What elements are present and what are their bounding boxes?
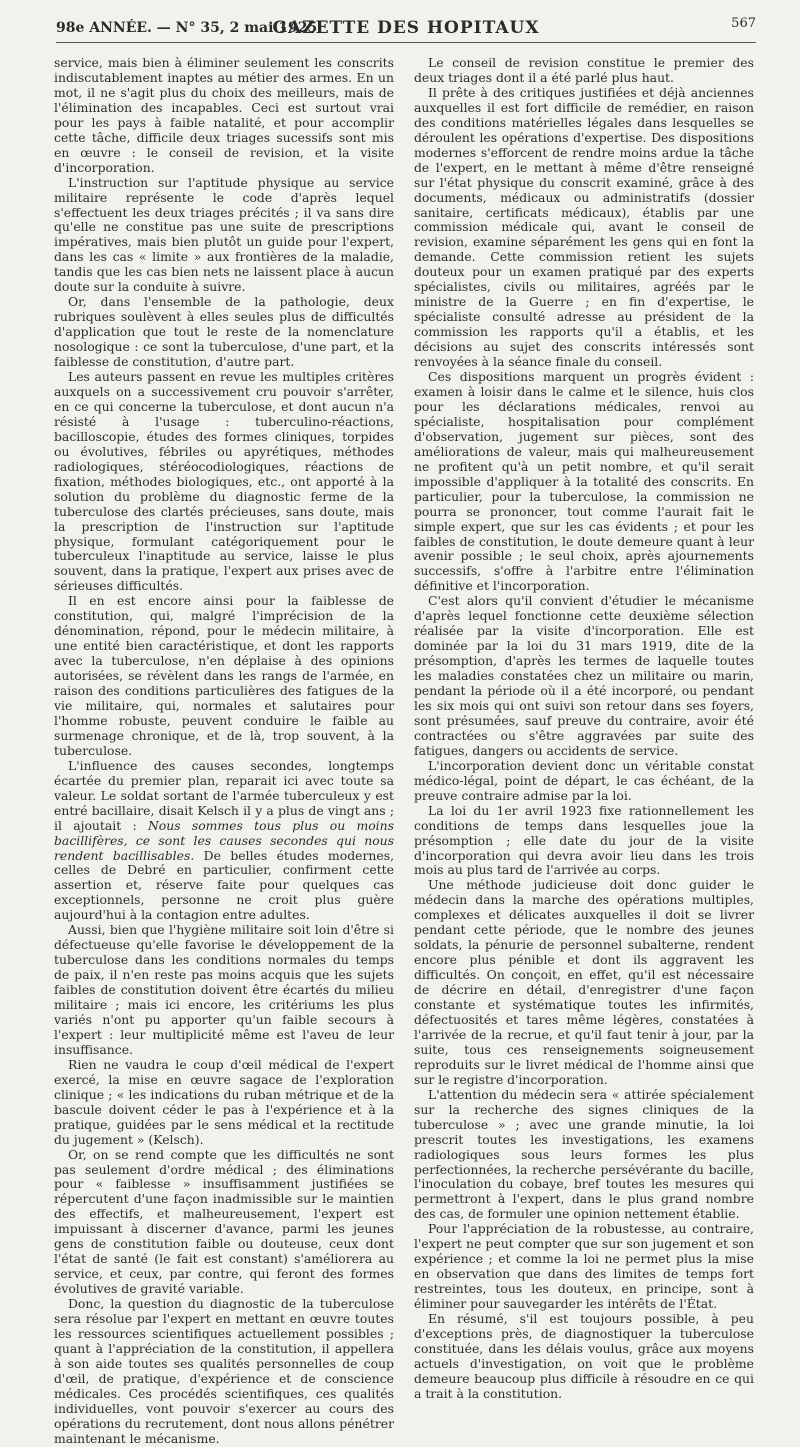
paragraph: L'attention du médecin sera « attirée spécialement sur la recherche des signes cliniques de la tuberculose » ; avec une grande minutie, la loi prescrit toutes les investigations, les examens radiologiques sous leurs formes les plus perfectionnées, la recherche persévérante du bacille, l'inoculation du cobaye, bref toutes les mesures qui permettront à l'expert, dans le plus grand nombre des cas, de formuler une opinion nettement établie. <box>414 1086 754 1222</box>
paragraph: Ces dispositions marquent un progrès évident : examen à loisir dans le calme et le silence, huis clos pour les déclarations médicales, renvoi au spécialiste, hospitalisation pour complément d'observation, jugement sur pièces, sont des améliorations de valeur, mais qui malheureusement ne profitent qu'à un petit nombre, et qu'il serait impossible d'appliquer à la totalité des conscrits. En particulier, pour la tuberculose, la commission ne pourra se prononcer, tout comme l'aurait fait le simple expert, que sur les cas évidents ; et pour les faibles de constitution, le doute demeure quant à leur avenir possible ; le seul choix, après ajournements successifs, s'offre à l'arbitre entre l'élimination définitive et l'incorporation. <box>414 369 754 594</box>
paragraph: Pour l'appréciation de la robustesse, au contraire, l'expert ne peut compter que sur son jugement et son expérience ; et comme la loi ne permet plus la mise en observation que dans des limites de temps fort restreintes, tous les douteux, en principe, sont à éliminer pour sauvegarder les intérêts de l'État. <box>414 1221 754 1312</box>
paragraph: Donc, la question du diagnostic de la tuberculose sera résolue par l'expert en mettant en œuvre toutes les ressources scientifiques actuellement possibles ; quant à l'appréciation de la constitution, il appellera à son aide toutes ses qualités personnelles de coup d'œil, de pratique, d'expérience et de conscience médicales. Ces procédés scientifiques, ces qualités individuelles, vont pouvoir s'exercer au cours des opérations du recrutement, dont nous allons pénétrer maintenant le mécanisme. <box>54 1296 394 1446</box>
paragraph: Une méthode judicieuse doit donc guider le médecin dans la marche des opérations multiples, complexes et délicates auxquelles il doit se livrer pendant cette période, que le nombre des jeunes soldats, la pénurie de personnel subalterne, rendent encore plus pénible et dont ils aggravent les difficultés. On conçoit, en effet, qu'il est nécessaire de décrire en détail, d'enregistrer d'une façon constante et systématique toutes les infirmités, défectuosités et tares même légères, constatées à l'arrivée de la recrue, et qu'il faut tenir à jour, par la suite, tous ces renseignements soigneusement reproduits sur le livret médical de l'homme ainsi que sur le registre d'incorporation. <box>414 877 754 1087</box>
quotation: Nous sommes tous plus ou moins bacillifères, ce sont les causes secondes qui nous rendent bacillisables. <box>54 817 394 863</box>
paragraph: Aussi, bien que l'hygiène militaire soit loin d'être si défectueuse qu'elle favorise le développement de la tuberculose dans les conditions normales du temps de paix, il n'en reste pas moins acquis que les sujets faibles de constitution doivent être écartés du milieu militaire ; mais ici encore, les critériums les plus variés n'ont pu apporter qu'un faible secours à l'expert : leur multiplicité même est l'aveu de leur insuffisance. <box>54 922 394 1057</box>
paragraph: Il prête à des critiques justifiées et déjà anciennes auxquelles il est fort difficile de remédier, en raison des conditions matérielles légales dans lesquelles se déroulent les opérations d'expertise. Des dispositions modernes s'efforcent de rendre moins ardue la tâche de l'expert, en le mettant à même d'être renseigné sur l'état physique du conscrit examiné, grâce à des documents, médicaux ou administratifs (dossier sanitaire, certificats médicaux), établis par une commission médicale qui, avant le conseil de revision, examine séparément les gens qui en font la demande. Cette commission retient les sujets douteux pour un examen pratiqué par des experts spécialistes, civils ou militaires, agréés par le ministre de la Guerre ; en fin d'expertise, le spécialiste consulté adresse au président de la commission les rapports qu'il a établis, et les décisions au sujet des conscrits intéressés sont renvoyées à la séance finale du conseil. <box>414 84 754 370</box>
paragraph: service, mais bien à éliminer seulement les conscrits indiscutablement inaptes au métier des armes. En un mot, il ne s'agit plus du choix des meilleurs, mais de l'élimination des incapables. Ceci est surtout vrai pour les pays à faible natalité, et pour accomplir cette tâche, difficile deux triages sucessifs sont mis en œuvre : le conseil de revision, et la visite d'incorporation. <box>54 55 394 175</box>
paragraph: En résumé, s'il est toujours possible, à peu d'exceptions près, de diagnostiquer la tuberculose constituée, dans les délais voulus, grâce aux moyens actuels d'investigation, on voit que le problème demeure beaucoup plus difficile à résoudre en ce qui a trait à la constitution. <box>414 1311 754 1401</box>
page-number: 567 <box>731 16 756 31</box>
paragraph-text: De belles études modernes, celles de Debré en particulier, confirment cette assertion et, réserve faite pour quelques cas exceptionnels, personne ne croit plus guère aujourd'hui à la contagion entre adultes. <box>54 847 395 923</box>
paragraph: L'incorporation devient donc un véritable constat médico-légal, point de départ, le cas échéant, de la preuve contraire admise par la loi. <box>414 757 754 803</box>
paragraph: Rien ne vaudra le coup d'œil médical de l'expert exercé, la mise en œuvre sagace de l'exploration clinique ; « les indications du ruban métrique et de la bascule doivent céder le pas à l'expérience et à la pratique, guidées par le sens médical et la rectitude du jugement » (Kelsch). <box>54 1056 394 1147</box>
paragraph-text: L'influence des causes secondes, longtemps écartée du premier plan, reparait ici avec toute sa valeur. Le soldat sortant de l'armée tuberculeux y est entré bacillaire, disait Kelsch il y a plus de vingt ans ; il ajoutait : <box>54 757 394 833</box>
paragraph <box>54 759 394 923</box>
left-column <box>54 55 395 1446</box>
running-header <box>56 14 756 43</box>
paragraph: L'instruction sur l'aptitude physique au service militaire représente le code d'après lequel s'effectuent les deux triages précités ; il va sans dire qu'elle ne constitue pas une suite de prescriptions impératives, mais bien plutôt un guide pour l'expert, dans les cas « limite » aux frontières de la maladie, tandis que les cas bien nets ne laissent place à aucun doute sur la conduite à suivre. <box>54 174 394 295</box>
journal-title: GAZETTE DES HOPITAUX <box>272 18 540 38</box>
paragraph: C'est alors qu'il convient d'étudier le mécanisme d'après lequel fonctionne cette deuxième sélection réalisée par la visite d'incorporation. Elle est dominée par la loi du 31 mars 1919, dite de la présomption, d'après les termes de laquelle toutes les maladies constatées chez un militaire ou marin, pendant la période où il a été incorporé, ou pendant les six mois qui ont suivi son retour dans ses foyers, sont présumées, sauf preuve du contraire, avoir été contractées ou s'être aggravées par suite des fatigues, dangers ou accidents de service. <box>414 593 754 758</box>
paragraph: Or, dans l'ensemble de la pathologie, deux rubriques soulèvent à elles seules plus de difficultés d'application que tout le reste de la nomenclature nosologique : ce sont la tuberculose, d'une part, et la faiblesse de constitution, d'autre part. <box>54 294 394 370</box>
paragraph: Les auteurs passent en revue les multiples critères auxquels on a successivement cru pouvoir s'arrêter, en ce qui concerne la tuberculose, et dont aucun n'a résisté à l'usage : tuberculino-réactions, bacilloscopie, études des formes cliniques, torpides ou évolutives, fébriles ou apyrétiques, méthodes radiologiques, stéréocodiologiques, réactions de fixation, méthodes biologiques, etc., ont apporté à la solution du problème du diagnostic ferme de la tuberculose des clartés précieuses, sans doute, mais la prescription de l'instruction sur l'aptitude physique, formulant catégoriquement pour le tuberculeux l'inaptitude au service, laisse le plus souvent, dans la pratique, l'expert aux prises avec de sérieuses difficultés. <box>54 369 394 594</box>
issue-info: 98e ANNÉE. — N° 35, 2 mai 1925. <box>56 20 323 36</box>
paragraph: La loi du 1er avril 1923 fixe rationnellement les conditions de temps dans lesquelles joue la présomption ; elle date du jour de la visite d'incorporation qui devra avoir lieu dans les trois mois au plus tard de l'arrivée au corps. <box>414 802 754 878</box>
paragraph: Or, on se rend compte que les difficultés ne sont pas seulement d'ordre médical ; des éliminations pour « faiblesse » insuffisamment justifiées se répercutent d'une façon inadmissible sur le maintien des effectifs, et malheureusement, l'expert est impuissant à discerner d'avance, parmi les jeunes gens de constitution faible ou douteuse, ceux dont l'état de santé (le fait est constant) s'améliorera au service, et ceux, par contre, qui feront des formes évolutives de gravité variable. <box>54 1146 394 1297</box>
paragraph: Le conseil de revision constitue le premier des deux triages dont il a été parlé plus haut. <box>414 55 754 85</box>
right-column <box>414 55 754 1401</box>
paragraph: Il en est encore ainsi pour la faiblesse de constitution, qui, malgré l'imprécision de la dénomination, répond, pour le médecin militaire, à une entité bien caractéristique, et dont les rapports avec la tuberculose, n'en déplaise à des opinions autorisées, se révèlent dans les rangs de l'armée, en raison des conditions particulières des fatigues de la vie militaire, qui, normales et salutaires pour l'homme robuste, peuvent conduire le faible au surmenage chronique, et de là, trop souvent, à la tuberculose. <box>54 593 394 758</box>
